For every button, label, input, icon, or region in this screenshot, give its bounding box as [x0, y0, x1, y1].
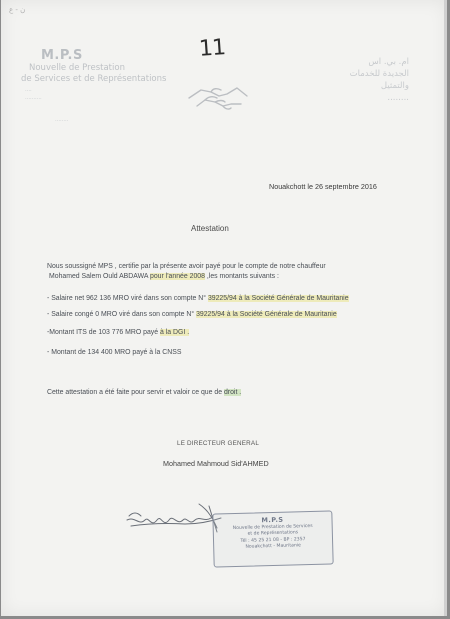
stamp-line: Nouvelle de Prestation de Services [232, 523, 313, 532]
letterhead-line: de Services et de Représentations [21, 74, 167, 84]
handwritten-page-number: 11 [198, 35, 226, 62]
closing-line [47, 388, 407, 398]
handshake-logo-icon [187, 76, 249, 118]
letterhead-arabic-line: ........ [387, 93, 409, 103]
letterhead-left [11, 48, 171, 123]
corner-mark: ن - ع [9, 6, 26, 14]
employee-name: Mohamed Salem Ould ABDAWA [49, 273, 149, 280]
signatory-name: Mohamed Mahmoud Sid'AHMED [163, 459, 269, 468]
letterhead-line: .......... [25, 95, 42, 101]
dgi-highlight: à la DGI . [160, 329, 190, 336]
body-paragraph-line [49, 272, 409, 282]
salary-line [47, 294, 407, 304]
account-highlight: 39225/94 à la Société Générale de Mauritanie [196, 311, 337, 318]
cnss-line: - Montant de 134 400 MRO payé à la CNSS [47, 349, 182, 356]
letterhead-company-name: M.P.S [41, 48, 83, 63]
letterhead-arabic-line: الجديدة للخدمات [349, 69, 409, 79]
body-text-fragment: - Salaire net 962 136 MRO viré dans son compte N° [47, 295, 208, 302]
letterhead-line: .... [25, 87, 32, 93]
stamp-line: Nouakchott - Mauritanie [245, 543, 302, 550]
place-and-date: Nouakchott le 26 septembre 2016 [269, 182, 377, 191]
stamp-company-name: M.P.S [261, 515, 284, 525]
letterhead-line: Nouvelle de Prestation [29, 63, 125, 73]
body-text-fragment: ,les montants suivants : [206, 273, 279, 280]
stamp-line: et de Représentations [247, 530, 299, 537]
body-paragraph-line: Nous soussigné MPS , certifie par la présente avoir payé pour le compte de notre chauffeur [47, 263, 326, 270]
body-text-fragment: - Salaire congé 0 MRO viré dans son compte N° [47, 311, 197, 318]
account-highlight: 39225/94 à la Société Générale de Mauritanie [207, 295, 349, 302]
leave-salary-line [47, 310, 407, 320]
signatory-title: LE DIRECTEUR GENERAL [177, 440, 260, 447]
letterhead-line: ........ [55, 117, 69, 123]
year-highlight: pour l'année 2008 [149, 273, 205, 280]
body-text-fragment: -Montant ITS de 103 776 MRO payé [47, 329, 160, 336]
letterhead-arabic-line: والتمثيل [380, 81, 409, 91]
closing-highlight: droit . [223, 389, 242, 396]
document-page [1, 0, 447, 616]
company-stamp [212, 510, 333, 567]
document-title: Attestation [191, 224, 229, 233]
its-line [47, 328, 407, 338]
body-text-fragment: Cette attestation a été faite pour servir et valoir ce que de [47, 389, 224, 396]
letterhead-right-arabic [299, 56, 409, 104]
stamp-line: Tél : 45 25 21 08 - BP : 2357 [240, 537, 306, 544]
letterhead-arabic-line: ام. بي. اس [368, 57, 409, 67]
